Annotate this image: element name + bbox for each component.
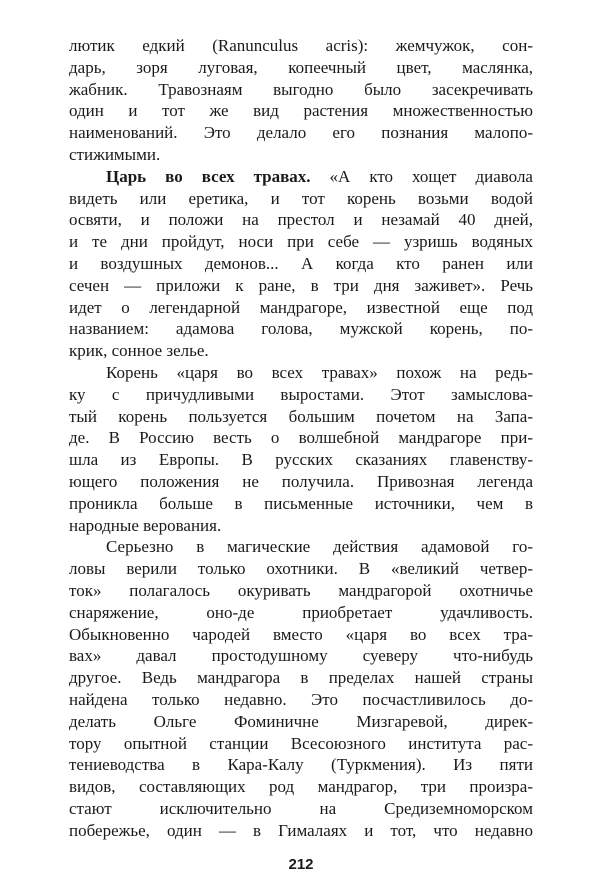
text-line: найдена только недавно. Это посчастливилось до-	[69, 689, 533, 709]
page-body	[69, 35, 533, 841]
text-line: народные верования.	[69, 515, 222, 535]
text-line: шла из Европы. В русских сказаниях главенству-	[69, 450, 533, 470]
page-number: 212	[288, 856, 314, 874]
text-line: другое. Ведь мандрагора в пределах нашей страны	[69, 668, 533, 688]
text-line: наименований. Это делало его познания малопо-	[69, 123, 533, 143]
text-line: делать Ольге Фоминичне Мизгаревой, дирек-	[69, 711, 533, 731]
text-line: крик, сонное зелье.	[69, 341, 209, 361]
text-line: снаряжение, оно-де приобретает удачливость.	[69, 602, 533, 622]
paragraph	[69, 166, 533, 362]
text-line: стижимыми.	[69, 144, 161, 164]
text-line: Корень «царя во всех травах» похож на редь-	[106, 362, 533, 382]
text-line: ющего положения не получила. Привозная легенда	[69, 471, 533, 491]
text-line: де. В Россию весть о волшебной мандрагоре при-	[69, 428, 533, 448]
text-line: жабник. Травознаям выгодно было засекречивать	[69, 79, 533, 99]
text-line: ку с причудливыми выростами. Этот замыслова-	[69, 384, 533, 404]
text-line: видеть или еретика, и тот корень возьми водой	[69, 188, 533, 208]
text-line: видов, составляющих род мандрагор, три произра-	[69, 777, 533, 797]
text-line: лютик едкий (Ranunculus acris): жемчужок, сон-	[69, 36, 533, 55]
text-line: проникла больше в письменные источники, чем в	[69, 493, 533, 513]
text-line: вах» давал простодушному суеверу что-нибудь	[69, 646, 533, 666]
text-line: и те дни пройдут, носи при себе — узришь водяных	[69, 232, 533, 252]
paragraph	[69, 362, 533, 536]
text-line: идет о легендарной мандрагоре, известной еще под	[69, 297, 533, 317]
text-line: один и тот же вид растения множественностью	[69, 101, 533, 121]
text-line: дарь, зоря луговая, копеечный цвет, маслянка,	[69, 57, 533, 77]
text-line: тору опытной станции Всесоюзного института рас-	[69, 733, 533, 753]
text-line: тый корень пользуется большим почетом на Запа-	[69, 406, 533, 426]
text-line: Обыкновенно чародей вместо «царя во всех тра-	[69, 624, 533, 644]
text-line: побережье, один — в Гималаях и тот, что недавно	[69, 820, 533, 840]
text-line: ловы верили только охотники. В «великий четвер-	[69, 559, 533, 579]
text-line: ток» полагалось окуривать мандрагорой охотничье	[69, 580, 533, 600]
paragraph	[69, 35, 533, 166]
text-line: тениеводства в Кара-Калу (Туркмения). Из пяти	[69, 755, 533, 775]
text-line	[69, 166, 533, 188]
text-line: освяти, и положи на престол и незамай 40 дней,	[69, 210, 533, 230]
text-line: названием: адамова голова, мужской корень, по-	[69, 319, 533, 339]
text-line: Серьезно в магические действия адамовой го-	[106, 537, 533, 557]
text-line: стают исключительно на Средиземноморском	[69, 798, 533, 818]
section-heading: Царь во всех травах.	[106, 166, 311, 186]
text-span: «А кто хощет диавола	[310, 166, 533, 186]
text-line: и воздушных демонов... А когда кто ранен или	[69, 253, 533, 273]
text-line: сечен — приложи к ране, в три дня заживет». Речь	[69, 275, 533, 295]
paragraph	[69, 536, 533, 841]
